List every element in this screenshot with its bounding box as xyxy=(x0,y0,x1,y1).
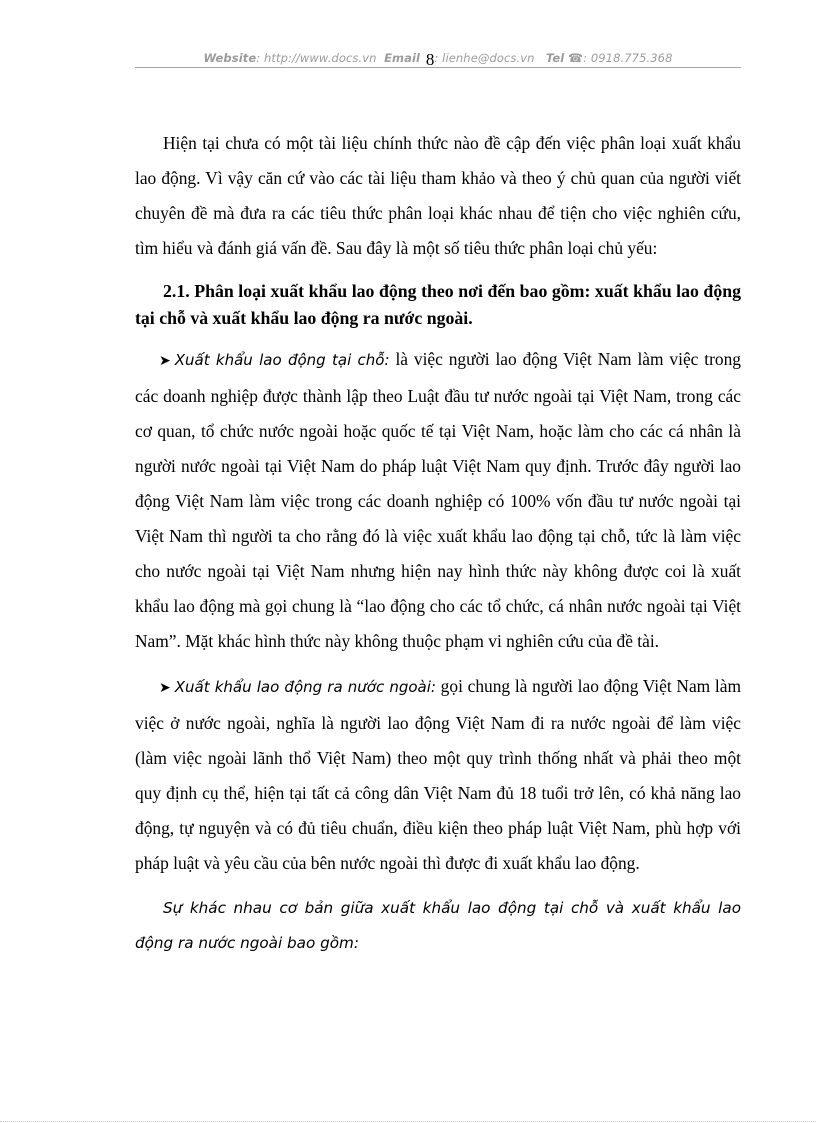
header-divider xyxy=(135,67,741,68)
email-value[interactable]: : lienhe@docs.vn xyxy=(434,51,535,65)
bullet-onsite-export xyxy=(135,342,741,659)
arrow-bullet-icon: ➤ xyxy=(159,353,171,369)
bullet-overseas-text: gọi chung là người lao động Việt Nam làm việc ở nước ngoài, nghĩa là người lao động Việt Nam đi ra nước ngoài để làm việc (làm việc ngoài lãnh thổ Việt Nam) theo một quy trình thống nhất và phải theo một quy định cụ thể, hiện tại tất cả công dân Việt Nam đủ 18 tuổi trở lên, có khả năng lao động, tự nguyện và có đủ tiêu chuẩn, điều kiện theo pháp luật Việt Nam, phù hợp với pháp luật và yêu cầu của bên nước ngoài thì được đi xuất khẩu lao động. xyxy=(135,676,741,873)
page-header xyxy=(135,47,741,67)
intro-paragraph: Hiện tại chưa có một tài liệu chính thức nào đề cập đến việc phân loại xuất khẩu lao động. Vì vậy căn cứ vào các tài liệu tham khảo và theo ý chủ quan của người viết chuyên đề mà đưa ra các tiêu thức phân loại khác nhau để tiện cho việc nghiên cứu, tìm hiểu và đánh giá vấn đề. Sau đây là một số tiêu thức phân loại chủ yếu: xyxy=(135,133,741,258)
bullet-overseas-term: Xuất khẩu lao động ra nước ngoài: xyxy=(174,678,436,696)
phone-icon: ☎ xyxy=(568,51,584,65)
tel-value: : 0918.775.368 xyxy=(583,51,673,65)
page-number: 8 xyxy=(425,50,435,69)
website-label: Website xyxy=(203,51,257,65)
section-heading: 2.1. Phân loại xuất khẩu lao động theo nơi đến bao gồm: xuất khẩu lao động tại chỗ và xuất khẩu lao động ra nước ngoài. xyxy=(135,281,741,328)
document-body xyxy=(135,126,741,961)
tel-label: Tel xyxy=(545,51,565,65)
bullet-overseas-export xyxy=(135,669,741,881)
email-label: Email xyxy=(384,51,421,65)
bullet-onsite-term: Xuất khẩu lao động tại chỗ: xyxy=(174,351,390,369)
website-value[interactable]: : http://www.docs.vn xyxy=(256,51,377,65)
arrow-bullet-icon: ➤ xyxy=(159,680,171,696)
bullet-onsite-text: là việc người lao động Việt Nam làm việc trong các doanh nghiệp được thành lập theo Luật đầu tư nước ngoài tại Việt Nam, trong các cơ quan, tổ chức nước ngoài hoặc quốc tế tại Việt Nam, hoặc làm cho các cá nhân là người nước ngoài tại Việt Nam do pháp luật Việt Nam quy định. Trước đây người lao động Việt Nam làm việc trong các doanh nghiệp có 100% vốn đầu tư nước ngoài tại Việt Nam thì người ta cho rằng đó là việc xuất khẩu lao động tại chỗ, tức là làm việc cho nước ngoài tại Việt Nam nhưng hiện nay hình thức này không được coi là xuất khẩu lao động mà gọi chung là “lao động cho các tổ chức, cá nhân nước ngoài tại Việt Nam”. Mặt khác hình thức này không thuộc phạm vi nghiên cứu của đề tài. xyxy=(135,349,741,651)
closing-paragraph: Sự khác nhau cơ bản giữa xuất khẩu lao động tại chỗ và xuất khẩu lao động ra nước ngoài bao gồm: xyxy=(135,899,741,952)
page-bottom-edge xyxy=(0,1121,816,1122)
